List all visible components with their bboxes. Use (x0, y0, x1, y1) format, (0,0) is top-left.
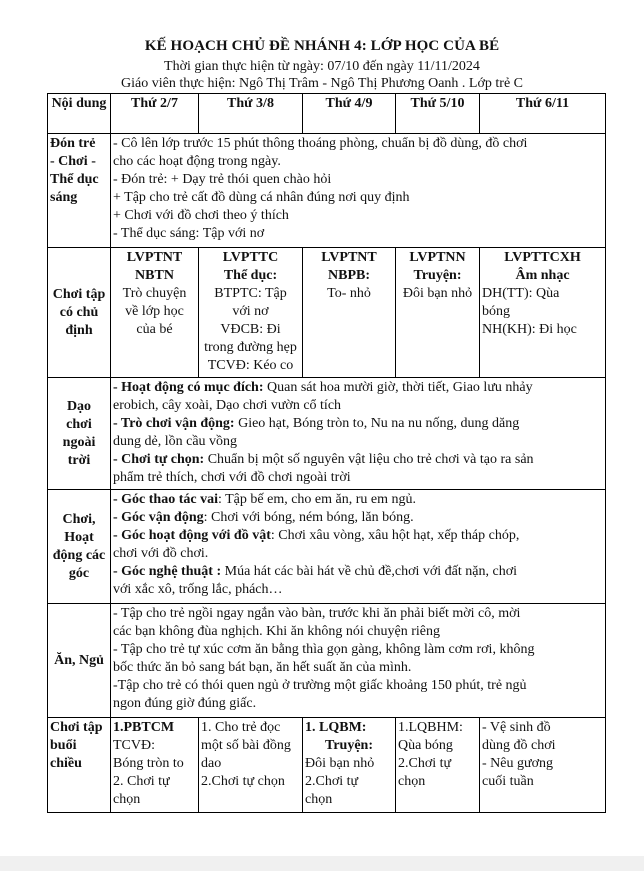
subject-heading: LVPTNN (409, 250, 466, 265)
col-header-thu-3: Thứ 3/8 (199, 94, 303, 134)
row-label-dao-choi (48, 378, 111, 490)
activity-continuation: phẩm trẻ thích, chơi với đồ chơi ngoài trời (113, 470, 351, 485)
row-label-don-tre (48, 134, 111, 248)
content-line: bốc thức ăn bỏ sang bát bạn, ăn hết suất ăn của mình. (113, 660, 412, 675)
corner-line (113, 563, 603, 581)
activity-heading: - Chơi tự chọn: (113, 452, 205, 467)
chieu-thu-3 (199, 718, 303, 813)
activity-text: Quan sát hoa mười giờ, thời tiết, Giao lưu nhảy (263, 380, 533, 395)
afternoon-line: cuối tuần (482, 774, 534, 789)
row-chieu (48, 718, 606, 813)
col-header-thu-5: Thứ 5/10 (396, 94, 480, 134)
corner-continuation: với xắc xô, trống lắc, phách… (113, 582, 283, 597)
subject-line: TCVĐ: Kéo co (207, 358, 294, 373)
choi-tap-thu-4 (303, 248, 396, 378)
afternoon-line: dùng đồ chơi (482, 738, 556, 753)
afternoon-line: Bóng tròn to (113, 756, 184, 771)
label-line: trời (67, 452, 91, 468)
afternoon-line: chọn (113, 792, 141, 807)
chieu-thu-4 (303, 718, 396, 813)
activity-line (113, 379, 603, 397)
chieu-thu-5 (396, 718, 480, 813)
afternoon-heading: 1.PBTCM (113, 720, 175, 735)
label-line: chiều (50, 756, 82, 771)
col-header-thu-2: Thứ 2/7 (111, 94, 199, 134)
row-don-tre (48, 134, 606, 248)
col-header-thu-6: Thứ 6/11 (480, 94, 606, 134)
subject-line: của bé (136, 322, 173, 337)
afternoon-line: 2.Chơi tự (398, 756, 452, 771)
afternoon-line: 2. Chơi tự (113, 774, 170, 789)
activity-text: Gieo hạt, Bóng tròn to, Nu na nu nống, dung dăng (234, 416, 520, 431)
subject-heading: NBPB: (328, 268, 370, 283)
don-tre-content (111, 134, 606, 248)
activity-continuation: erobich, cây xoài, Dạo chơi vườn cổ tích (113, 398, 342, 413)
content-line: các bạn không đùa nghịch. Khi ăn không nói chuyện riêng (113, 624, 440, 639)
subject-line: VĐCB: Đi (220, 322, 281, 337)
activity-heading: - Trò chơi vận động: (113, 416, 235, 431)
col-header-noi-dung (48, 94, 111, 134)
label-line: Chơi tập (50, 720, 103, 735)
row-dao-choi (48, 378, 606, 490)
time-range: Thời gian thực hiện từ ngày: 07/10 đến ngày 11/11/2024 (164, 59, 480, 74)
label-line: ngoài (62, 434, 96, 450)
subject-heading: LVPTTC (222, 250, 279, 265)
activity-line (113, 415, 603, 433)
choi-tap-thu-2 (111, 248, 199, 378)
bottom-strip (0, 856, 644, 871)
content-line: - Thể dục sáng: Tập với nơ (113, 226, 265, 241)
subject-heading: NBTN (135, 268, 174, 283)
afternoon-line: - Vệ sinh đồ (482, 720, 551, 735)
subject-line: trong đường hẹp (204, 340, 297, 355)
subject-heading: LVPTTCXH (504, 250, 581, 265)
corner-line (113, 527, 603, 545)
subject-line: bóng (482, 304, 510, 319)
subject-heading: Thể dục: (223, 268, 278, 283)
afternoon-line: TCVĐ: (113, 738, 155, 753)
corner-heading: - Góc hoạt động với đồ vật (113, 528, 271, 543)
subject-heading: LVPTNT (126, 250, 183, 265)
content-line: + Tập cho trẻ cất đồ dùng cá nhân đúng nơi quy định (113, 190, 410, 205)
label-line: định (65, 322, 93, 338)
afternoon-line: 2.Chơi tự (305, 774, 359, 789)
content-line: cho các hoạt động trong ngày. (113, 154, 281, 169)
corner-text: : Tập bế em, cho em ăn, ru em ngủ. (217, 492, 417, 507)
afternoon-line: một số bài đồng (201, 738, 291, 753)
activity-text: Chuẩn bị một số nguyên vật liệu cho trẻ chơi và tạo ra sản (204, 452, 534, 467)
label-line: Chơi tập (52, 286, 106, 302)
subject-line: Trò chuyện (122, 286, 187, 301)
corner-line (113, 509, 603, 527)
row-label-choi-tap (48, 248, 111, 378)
subject-heading: Âm nhạc (515, 268, 570, 283)
choi-tap-thu-3 (199, 248, 303, 378)
label-line: buổi (50, 738, 77, 753)
label-line: Hoạt (64, 529, 94, 545)
label-line: có chủ (59, 304, 99, 320)
afternoon-line: dao (201, 756, 222, 771)
subject-heading: Truyện: (413, 268, 462, 283)
col-header-label: Nội dung (51, 96, 107, 111)
plan-table (47, 93, 606, 813)
subject-line: BTPTC: Tập (214, 286, 287, 301)
subject-line: DH(TT): Qùa (482, 286, 560, 301)
corner-continuation: chơi với đồ chơi. (113, 546, 209, 561)
chieu-thu-2 (111, 718, 199, 813)
table-header-row (48, 94, 606, 134)
content-line: - Tập cho trẻ ngồi ngay ngắn vào bàn, trước khi ăn phải biết mời cô, mời (113, 606, 521, 621)
content-line: - Cô lên lớp trước 15 phút thông thoáng phòng, chuẩn bị đồ dùng, đồ chơi (113, 136, 528, 151)
afternoon-line: 2.Chơi tự chọn (201, 774, 285, 789)
label-line: động các (52, 547, 106, 563)
col-header-thu-4: Thứ 4/9 (303, 94, 396, 134)
afternoon-line: - Nêu gương (482, 756, 553, 771)
afternoon-heading: 1. LQBM: (305, 720, 367, 735)
document-title: KẾ HOẠCH CHỦ ĐỀ NHÁNH 4: LỚP HỌC CỦA BÉ (144, 38, 500, 54)
corner-heading: - Góc vận động (113, 510, 204, 525)
row-choi-hoat-dong (48, 490, 606, 604)
subject-line: To- nhỏ (327, 286, 371, 301)
dao-choi-content (111, 378, 606, 490)
an-ngu-content (111, 604, 606, 718)
label-line: Dạo (66, 398, 92, 414)
activity-heading: - Hoạt động có mục đích: (113, 380, 264, 395)
row-an-ngu (48, 604, 606, 718)
row-choi-tap (48, 248, 606, 378)
corner-text: : Chơi với bóng, ném bóng, lăn bóng. (203, 510, 414, 525)
afternoon-line: 1. Cho trẻ đọc (201, 720, 281, 735)
afternoon-heading: Truyện: (325, 738, 373, 753)
row-label-an-ngu: Ăn, Ngủ (48, 604, 111, 718)
afternoon-line: 1.LQBHM: (398, 720, 463, 735)
label-line: góc (68, 565, 90, 581)
subject-line: về lớp học (125, 304, 184, 319)
content-line: -Tập cho trẻ có thói quen ngủ ở trường một giấc khoảng 150 phút, trẻ ngủ (113, 678, 527, 693)
row-label-choi-hoat-dong (48, 490, 111, 604)
subject-line: với nơ (232, 304, 269, 319)
choi-hoat-dong-content (111, 490, 606, 604)
label-line: Chơi, (62, 511, 96, 527)
subject-line: Đôi bạn nhỏ (402, 286, 473, 301)
label-line: chơi (66, 416, 92, 432)
activity-continuation: dung dẻ, lồn cầu vồng (113, 434, 238, 449)
row-label-chieu (48, 718, 111, 813)
label-line: sáng (50, 190, 78, 205)
label-line: Đón trẻ (50, 136, 96, 151)
afternoon-line: Qùa bóng (398, 738, 453, 753)
corner-text: : Chơi xâu vòng, xâu hột hạt, xếp tháp chóp, (270, 528, 520, 543)
choi-tap-thu-5 (396, 248, 480, 378)
corner-heading: - Góc nghệ thuật : (113, 564, 222, 579)
choi-tap-thu-6 (480, 248, 606, 378)
content-line: ngon đúng giờ đúng giấc. (113, 696, 257, 711)
activity-line (113, 451, 603, 469)
corner-heading: - Góc thao tác vai (113, 492, 218, 507)
afternoon-line: chọn (398, 774, 426, 789)
teacher-info: Giáo viên thực hiện: Ngô Thị Trâm - Ngô Thị Phương Oanh . Lớp trẻ C (121, 76, 523, 91)
chieu-thu-6 (480, 718, 606, 813)
subject-heading: LVPTNT (321, 250, 377, 265)
subject-line: NH(KH): Đi học (482, 322, 577, 337)
content-line: - Tập cho trẻ tự xúc cơm ăn bằng thìa gọn gàng, không làm cơm rơi, không (113, 642, 535, 657)
content-line: + Chơi với đồ chơi theo ý thích (113, 208, 289, 223)
corner-line (113, 491, 603, 509)
content-line: - Đón trẻ: + Dạy trẻ thói quen chào hỏi (113, 172, 332, 187)
label-line: Thể dục (50, 172, 99, 187)
label-line: - Chơi - (50, 154, 96, 169)
afternoon-line: chọn (305, 792, 333, 807)
corner-text: Múa hát các bài hát về chủ đề,chơi với đất nặn, chơi (221, 564, 518, 579)
afternoon-line: Đôi bạn nhỏ (305, 756, 375, 771)
